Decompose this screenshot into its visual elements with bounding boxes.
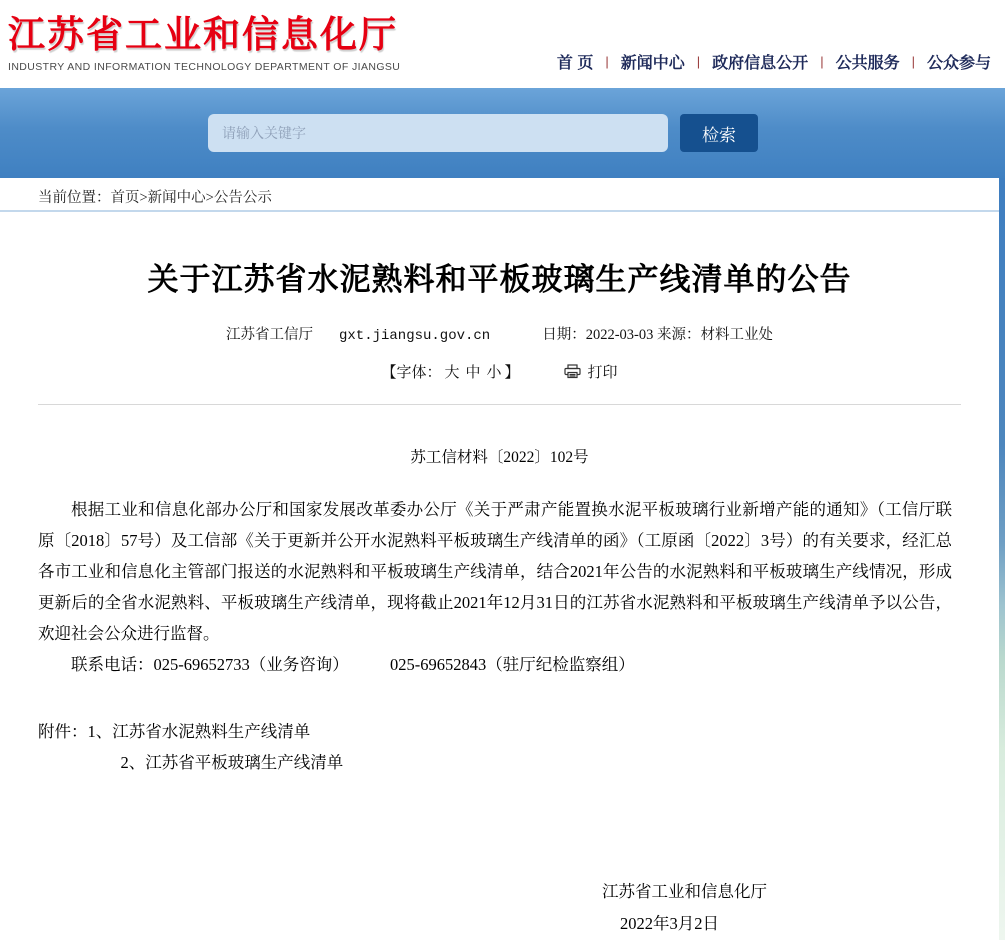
nav-separator: |: [605, 54, 609, 69]
signature-org: 江苏省工业和信息化厅: [602, 882, 767, 901]
main-nav: [545, 50, 1003, 73]
article-origin-label: 来源：: [657, 327, 701, 343]
print-label: 打印: [587, 365, 618, 381]
attachments-label: 附件：: [38, 722, 88, 741]
article-paragraph: 根据工业和信息化部办公厅和国家发展改革委办公厅《关于严肃产能置换水泥平板玻璃行业新增产能的通知》（工信厅联原〔2018〕57号）及工信部《关于更新并公开水泥熟料平板玻璃生产线清单的函》（工原函〔2022〕3号）的有关要求，经汇总各市工业和信息化主管部门报送的水泥熟料和平板玻璃生产线清单，结合2021年公告的水泥熟料和平板玻璃生产线情况，形成更新后的全省水泥熟料、平板玻璃生产线清单，现将截止2021年12月31日的江苏省水泥熟料和平板玻璃生产线清单予以公告，欢迎社会公众进行监督。: [38, 500, 952, 643]
nav-item-gov-info[interactable]: 政府信息公开: [712, 55, 809, 72]
breadcrumb: [38, 186, 272, 207]
breadcrumb-bar: [0, 178, 999, 212]
site-logo[interactable]: [8, 4, 400, 73]
search-input[interactable]: [208, 114, 668, 152]
print-button[interactable]: [564, 365, 618, 381]
font-size-large-button[interactable]: 大: [444, 365, 460, 381]
printer-icon: [564, 364, 581, 379]
article-title: 关于江苏省水泥熟料和平板玻璃生产线清单的公告: [147, 262, 852, 297]
nav-item-news[interactable]: 新闻中心: [620, 55, 685, 72]
signature-block: [602, 876, 767, 939]
article-source-org: 江苏省工信厅: [225, 327, 313, 343]
font-size-small-button[interactable]: 小: [486, 365, 502, 381]
site-logo-title: 江苏省工业和信息化厅: [8, 14, 398, 55]
contact-line: 联系电话：025-69652733（业务咨询） 025-69652843（驻厅纪检监察组）: [71, 655, 635, 674]
article-date-label: 日期：: [542, 327, 586, 343]
attachment-line-2: [38, 747, 952, 778]
nav-item-public-service[interactable]: 公共服务: [835, 55, 900, 72]
article-meta: [0, 323, 999, 344]
document-number: 苏工信材料〔2022〕102号: [410, 449, 589, 466]
search-button[interactable]: 检索: [680, 114, 758, 152]
font-size-medium-button[interactable]: 中: [465, 365, 481, 381]
breadcrumb-label: 当前位置：: [38, 190, 111, 206]
nav-separator: |: [820, 54, 824, 69]
article-date: 2022-03-03: [585, 327, 654, 343]
breadcrumb-path[interactable]: 首页>新闻中心>公告公示: [110, 190, 272, 206]
article-origin: 材料工业处: [700, 327, 774, 343]
article-body: [38, 494, 952, 680]
nav-item-public-participation[interactable]: 公众参与: [926, 55, 991, 72]
article-controls: [0, 361, 999, 382]
right-edge-background-strip: [999, 178, 1005, 940]
attachment-line-1: [38, 716, 952, 747]
font-size-prefix: 【字体：: [381, 365, 442, 381]
article-site-url: gxt.jiangsu.gov.cn: [338, 328, 491, 344]
attachment-link-2[interactable]: 2、江苏省平板玻璃生产线清单: [120, 753, 344, 772]
site-logo-subtitle: INDUSTRY AND INFORMATION TECHNOLOGY DEPARTMENT OF JIANGSU: [8, 61, 401, 73]
font-size-suffix: 】: [504, 365, 520, 381]
signature-date: 2022年3月2日: [620, 914, 719, 933]
divider: [38, 404, 961, 405]
search-banner: [0, 88, 1005, 178]
article-content: [0, 214, 999, 940]
attachment-link-1[interactable]: 1、江苏省水泥熟料生产线清单: [87, 722, 311, 741]
site-header: [0, 0, 1005, 88]
attachments: [38, 716, 952, 778]
nav-separator: |: [696, 54, 701, 69]
nav-item-home[interactable]: 首 页: [556, 55, 594, 72]
nav-separator: |: [911, 54, 915, 69]
